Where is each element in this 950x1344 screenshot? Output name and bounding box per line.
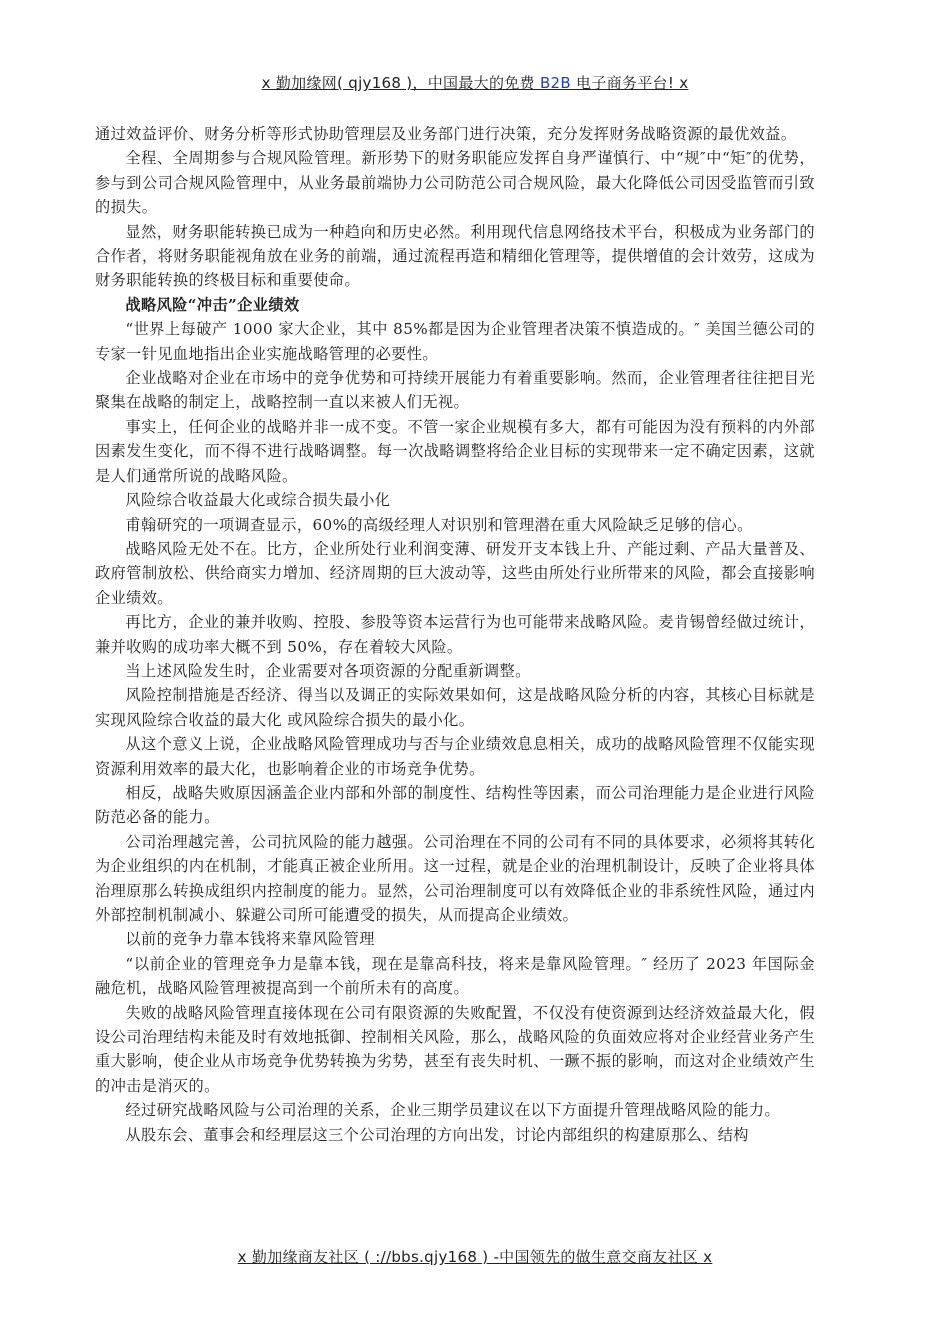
- paragraph: 甫翰研究的一项调查显示，60%的高级经理人对识别和管理潜在重大风险缺乏足够的信心。: [125, 515, 753, 534]
- paragraph: 从这个意义上说，企业战略风险管理成功与否与企业绩效息息相关，成功的战略风险管理不仅能实现资源利用效率的最大化，也影响着企业的市场竞争优势。: [95, 735, 815, 778]
- paragraph: 以前的竞争力靠本钱将来靠风险管理: [125, 930, 375, 949]
- page-footer[interactable]: x 勤加缘商友社区 ( ://bbs.qjy168 ) -中国领先的做生意交商友社区 x: [237, 1248, 713, 1266]
- paragraph: 相反，战略失败原因涵盖企业内部和外部的制度性、结构性等因素，而公司治理能力是企业进行风险防范必备的能力。: [95, 783, 815, 827]
- header-text-before: x 勤加缘网( qjy168 )，中国最大的免费: [261, 74, 540, 92]
- paragraph: 风险控制措施是否经济、得当以及调正的实际效果如何，这是战略风险分析的内容，其核心目标就是实现风险综合收益的最大化 或风险综合损失的最小化。: [95, 686, 815, 729]
- paragraph: 显然，财务职能转换已成为一种趋向和历史必然。利用现代信息网络技术平台，积极成为业务部门的合作者，将财务职能视角放在业务的前端，通过流程再造和精细化管理等，提供增值的会计效劳，这成为财务职能转换的终极目标和重要使命。: [95, 222, 815, 290]
- header-b2b-link[interactable]: B2B: [539, 74, 571, 92]
- paragraph: 风险综合收益最大化或综合损失最小化: [125, 491, 391, 510]
- section-heading: 战略风险“冲击”企业绩效: [125, 295, 300, 314]
- page-header: [0, 72, 950, 93]
- paragraph: 再比方，企业的兼并收购、控股、参股等资本运营行为也可能带来战略风险。麦肯锡曾经做过统计，兼并收购的成功率大概不到 50%，存在着较大风险。: [95, 613, 815, 656]
- paragraph: 事实上，任何企业的战略并非一成不变。不管一家企业规模有多大，都有可能因为没有预料的内外部因素发生变化，而不得不进行战略调整。每一次战略调整将给企业目标的实现带来一定不确定因素，这就是人们通常所说的战略风险。: [95, 417, 815, 485]
- paragraph: “以前企业的管理竞争力是靠本钱，现在是靠高科技，将来是靠风险管理。″ 经历了 2023 年国际金融危机，战略风险管理被提高到一个前所未有的高度。: [95, 954, 815, 998]
- paragraph: 通过效益评价、财务分析等形式协助管理层及业务部门进行决策，充分发挥财务战略资源的最优效益。: [95, 125, 797, 143]
- paragraph: 当上述风险发生时，企业需要对各项资源的分配重新调整。: [125, 661, 531, 680]
- paragraph: 全程、全周期参与合规风险管理。新形势下的财务职能应发挥自身严谨慎行、中“规″中“矩″的优势，参与到公司合规风险管理中，从业务最前端协力公司防范公司合规风险，最大化降低公司因受监管而引致的损失。: [95, 149, 815, 217]
- paragraph: 战略风险无处不在。比方，企业所处行业利润变薄、研发开支本钱上升、产能过剩、产品大量普及、政府管制放松、供给商实力增加、经济周期的巨大波动等，这些由所处行业所带来的风险，都会直接影响企业绩效。: [95, 539, 815, 607]
- paragraph: 从股东会、董事会和经理层这三个公司治理的方向出发，讨论内部组织的构建原那么、结构: [125, 1125, 749, 1144]
- paragraph: 经过研究战略风险与公司治理的关系，企业三期学员建议在以下方面提升管理战略风险的能力。: [125, 1101, 781, 1120]
- header-text-after: 电子商务平台! x: [570, 74, 689, 92]
- document-body: [95, 122, 815, 1147]
- paragraph: 企业战略对企业在市场中的竞争优势和可持续开展能力有着重要影响。然而，企业管理者往往把目光聚集在战略的制定上，战略控制一直以来被人们无视。: [95, 369, 815, 412]
- paragraph: 公司治理越完善，公司抗风险的能力越强。公司治理在不同的公司有不同的具体要求，必须将其转化为企业组织的内在机制，才能真正被企业所用。这一过程，就是企业的治理机制设计，反映了企业将具体治理原那么转换成组织内控制度的能力。显然，公司治理制度可以有效降低企业的非系统性风险，通过内外部控制机制减小、躲避公司所可能遭受的损失，从而提高企业绩效。: [95, 832, 815, 924]
- paragraph: 失败的战略风险管理直接体现在公司有限资源的失败配置，不仅没有使资源到达经济效益最大化，假设公司治理结构未能及时有效地抵御、控制相关风险，那么，战略风险的负面效应将对企业经营业务产生重大影响，使企业从市场竞争优势转换为劣势，甚至有丧失时机、一蹶不振的影响，而这对企业绩效产生的冲击是消灭的。: [95, 1003, 815, 1095]
- paragraph: “世界上每破产 1000 家大企业，其中 85%都是因为企业管理者决策不慎造成的。″ 美国兰德公司的专家一针见血地指出企业实施战略管理的必要性。: [95, 320, 815, 363]
